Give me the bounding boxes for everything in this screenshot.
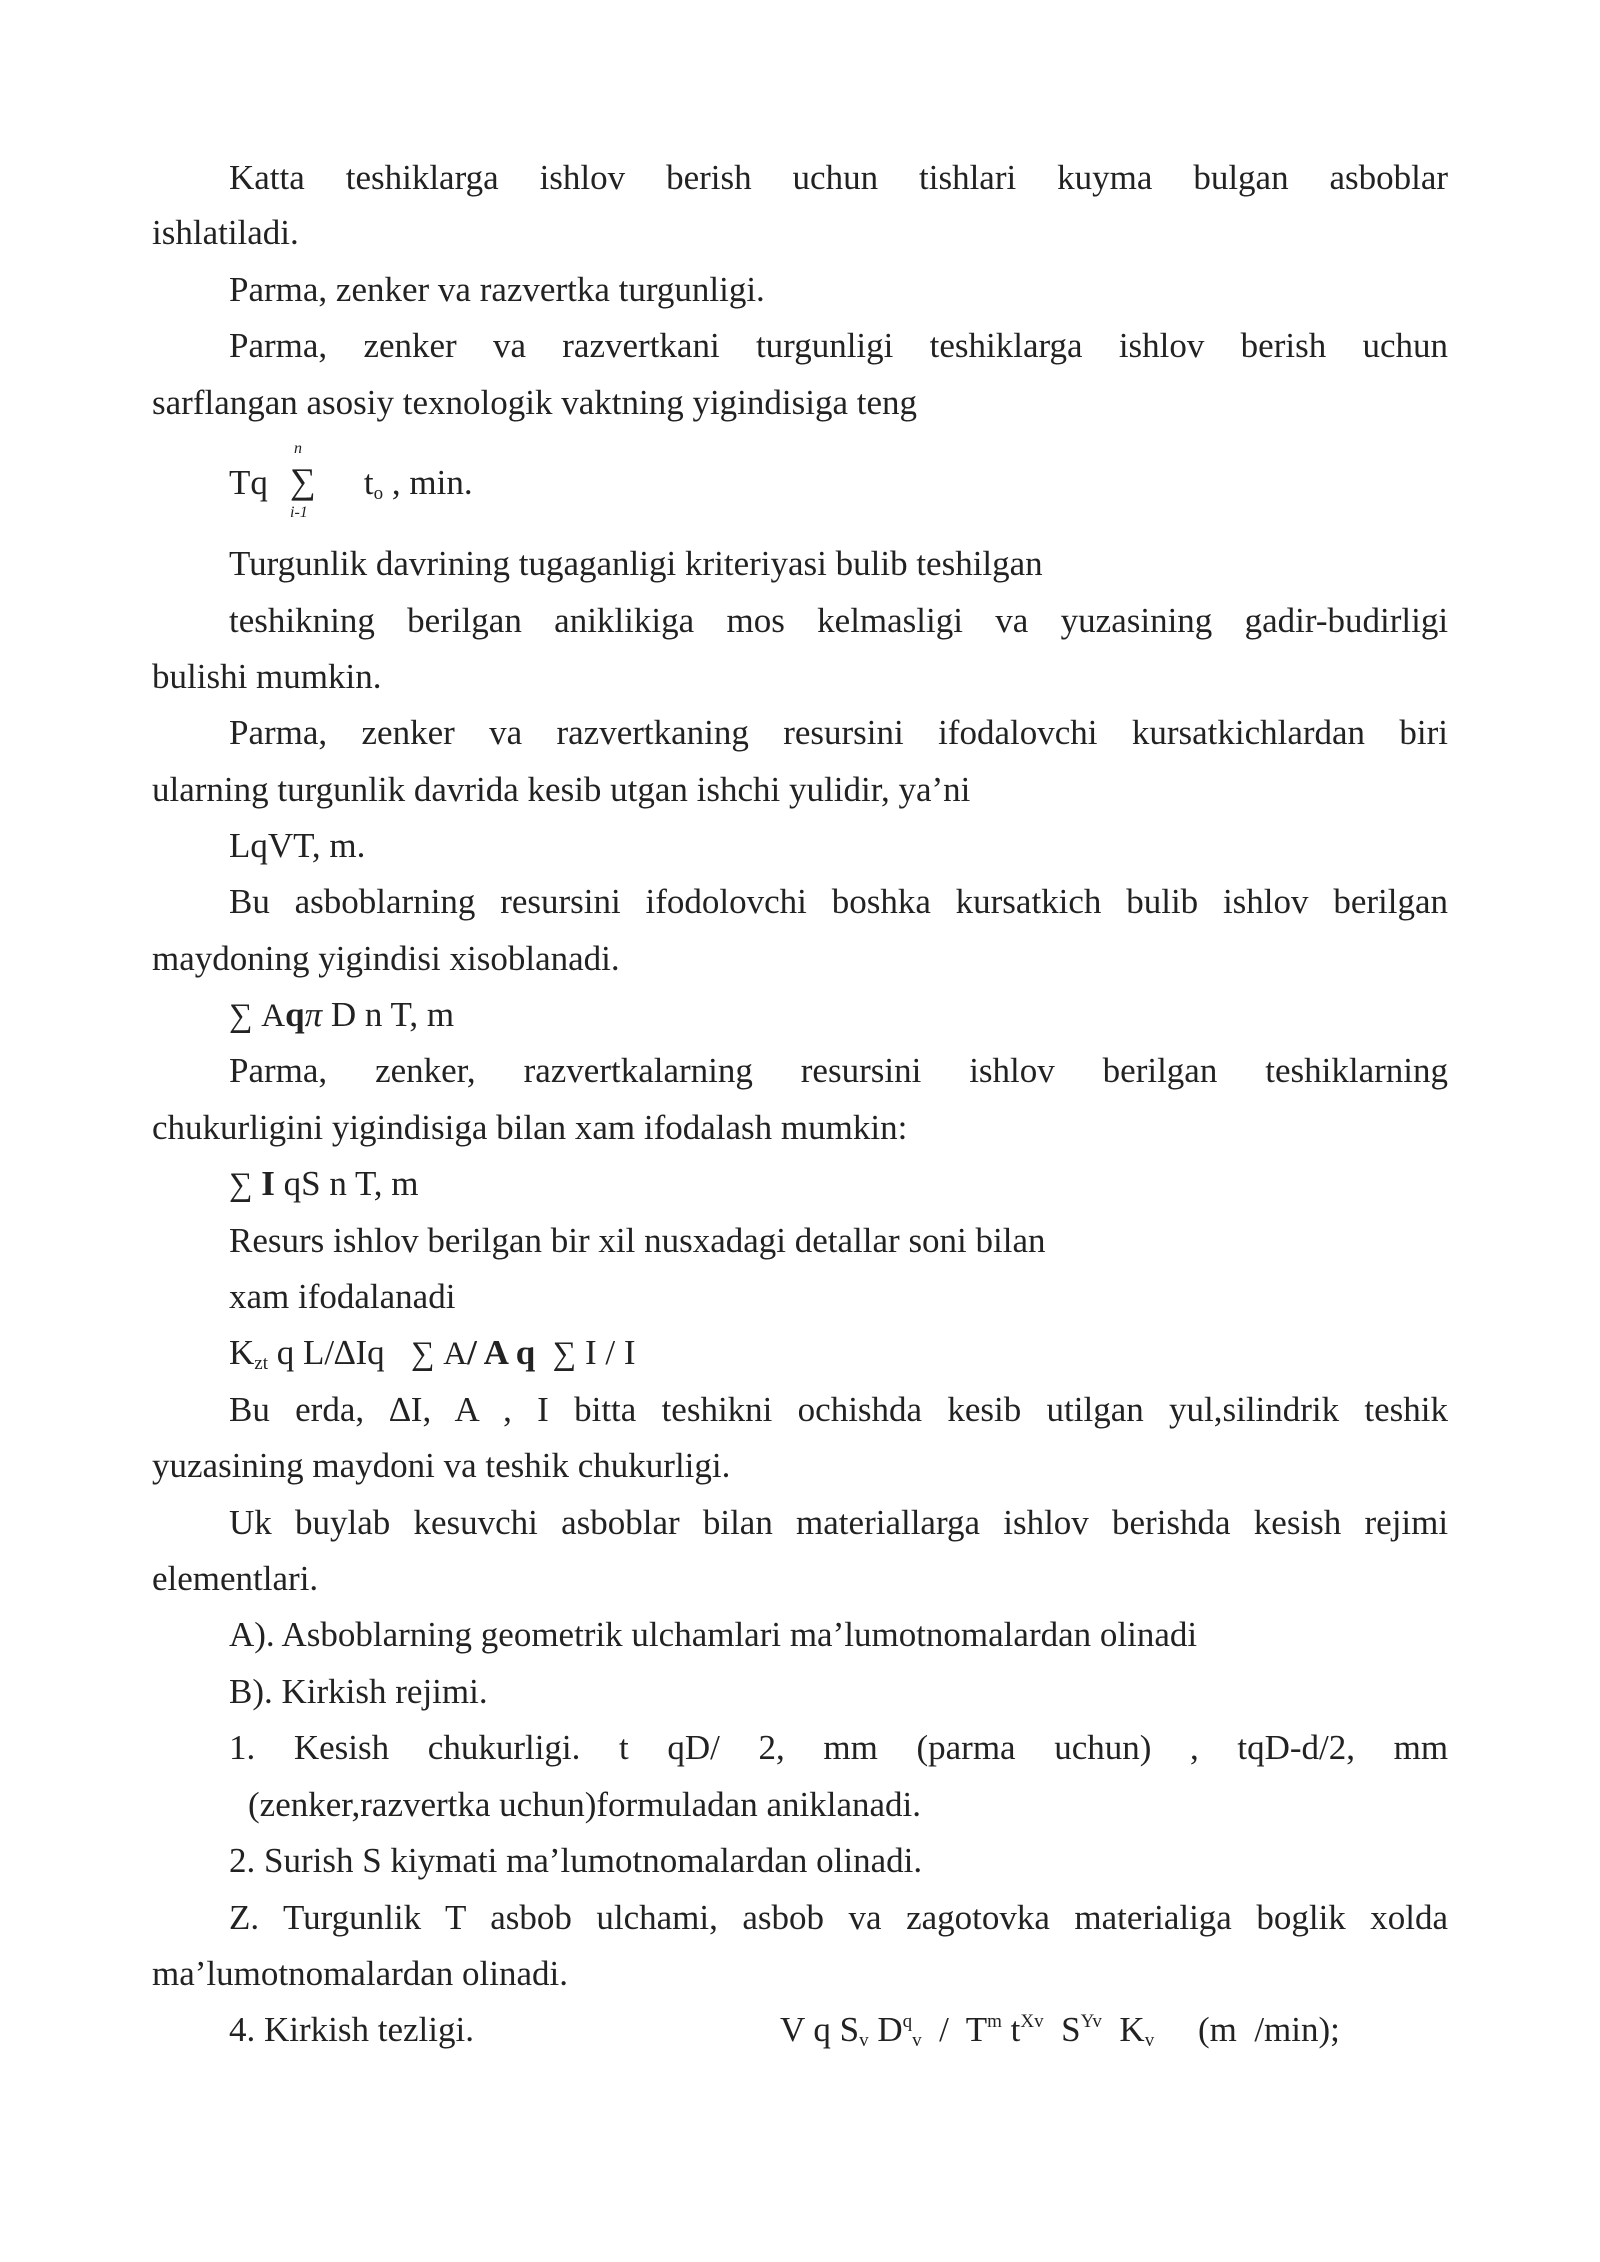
word: razvertkaning	[556, 713, 749, 752]
paragraph-12-line-2: elementlari.	[152, 1559, 319, 1598]
speed-t-small: t	[1001, 2010, 1021, 2049]
word: kursatkich	[955, 882, 1102, 921]
word: resursini	[800, 1051, 922, 1090]
formula-depth-i: I	[261, 1164, 275, 1203]
word: buylab	[294, 1503, 391, 1542]
word: ishlov	[1003, 1503, 1089, 1542]
word: ifodalovchi	[938, 713, 1098, 752]
speed-unit: (m /min);	[1154, 2010, 1340, 2049]
speed-t-big: / T	[921, 2010, 988, 2049]
word: kesib	[947, 1390, 1022, 1429]
word: mos	[726, 601, 785, 640]
word: aniklikiga	[554, 601, 695, 640]
paragraph-2: Parma, zenker va razvertka turgunligi.	[229, 270, 765, 309]
word: va	[995, 601, 1029, 640]
word: teshiklarga	[345, 158, 499, 197]
speed-s2-superscript: Yv	[1080, 2011, 1102, 2032]
word: berilgan	[407, 601, 522, 640]
formula-tq-left: Tq	[229, 463, 268, 502]
word: zenker	[361, 713, 455, 752]
paragraph-6-line-2: ularning turgunlik davrida kesib utgan ishchi yulidir, ya’ni	[152, 770, 971, 809]
word: berish	[666, 158, 752, 197]
word: yul,silindrik	[1169, 1390, 1340, 1429]
word: Katta	[229, 158, 305, 197]
formula-kzt-subscript: zt	[254, 1353, 268, 1374]
word: resursini	[783, 713, 904, 752]
formula-cutting-speed	[780, 2002, 1480, 2058]
word: ishlov	[1118, 326, 1205, 365]
word: ,	[1190, 1728, 1199, 1767]
word: berilgan	[1102, 1051, 1218, 1090]
paragraph-3-line-2: sarflangan asosiy texnologik vaktning yigindisiga teng	[152, 383, 918, 422]
word: resursini	[500, 882, 621, 921]
word: asboblar	[1329, 158, 1449, 197]
word: zagotovka	[906, 1898, 1050, 1937]
formula-depth	[229, 1156, 1448, 1212]
paragraph-15-line-1	[229, 1720, 1448, 1776]
paragraph-13: A). Asboblarning geometrik ulchamlari ma’lumotnomalardan olinadi	[229, 1615, 1198, 1654]
paragraph-7-line-1	[229, 874, 1448, 930]
paragraph-8-line-2: chukurligini yigindisiga bilan xam ifodalash mumkin:	[152, 1108, 908, 1147]
word: Parma,	[229, 713, 328, 752]
formula-tq-rest: , min.	[383, 463, 473, 502]
speed-d-superscript: q	[902, 2011, 913, 2032]
word: kelmasligi	[817, 601, 963, 640]
formula-depth-rest: qS n T, m	[274, 1164, 419, 1203]
word: berish	[1240, 326, 1327, 365]
formula-area-sum: ∑	[229, 998, 253, 1034]
word: 2,	[758, 1728, 785, 1767]
speed-s-subscript: v	[859, 2030, 869, 2051]
paragraph-5-line-2: bulishi mumkin.	[152, 657, 382, 696]
word: kesuvchi	[413, 1503, 538, 1542]
word: teshikning	[229, 601, 375, 640]
formula-kzt-sum-1: ∑	[410, 1336, 435, 1372]
paragraph-17-line-2: ma’lumotnomalardan olinadi.	[152, 1954, 569, 1993]
paragraph-12-line-1	[229, 1495, 1448, 1551]
word: ishlov	[539, 158, 626, 197]
word: Bu	[229, 882, 270, 921]
paragraph-16: 2. Surish S kiymati ma’lumotnomalardan olinadi.	[229, 1841, 923, 1880]
word: ochishda	[797, 1390, 923, 1429]
word: qD/	[667, 1728, 720, 1767]
paragraph-11-line-1	[229, 1382, 1448, 1438]
speed-t-superscript: m	[987, 2011, 1002, 2032]
paragraph-8-line-1	[229, 1043, 1448, 1099]
paragraph-7-line-2: maydoning yigindisi xisoblanadi.	[152, 939, 620, 978]
formula-kzt-k: K	[229, 1333, 255, 1372]
paragraph-5-line-1	[229, 593, 1448, 649]
word: bulgan	[1193, 158, 1289, 197]
formula-tq	[229, 455, 1448, 511]
paragraph-4: Turgunlik davrining tugaganligi kriteriyasi bulib teshilgan	[229, 544, 1043, 583]
summation-symbol	[290, 440, 320, 530]
word: xolda	[1370, 1898, 1449, 1937]
word: 1.	[229, 1728, 256, 1767]
word: teshiklarning	[1265, 1051, 1448, 1090]
speed-k: K	[1101, 2010, 1145, 2049]
word: Parma,	[229, 1051, 328, 1090]
word: teshiklarga	[929, 326, 1083, 365]
formula-kzt-a: A	[443, 1336, 468, 1372]
word: mm	[1393, 1728, 1449, 1767]
word: tishlari	[919, 158, 1017, 197]
paragraph-17-line-1	[229, 1890, 1448, 1946]
speed-k-subscript: v	[1144, 2030, 1155, 2051]
word: (parma	[916, 1728, 1016, 1767]
word: ifodolovchi	[645, 882, 807, 921]
speed-t-small-superscript: Xv	[1020, 2011, 1044, 2032]
word: Uk	[229, 1503, 272, 1542]
word: asboblar	[561, 1503, 680, 1542]
word: utilgan	[1046, 1390, 1144, 1429]
word: ishlov	[1222, 882, 1309, 921]
word: I	[537, 1390, 549, 1429]
formula-area-rest: D n T, m	[322, 995, 455, 1034]
word: boshka	[831, 882, 931, 921]
word: ishlov	[969, 1051, 1055, 1090]
word: erda,	[295, 1390, 365, 1429]
summation-sign: ∑	[290, 461, 316, 501]
paragraph-9: Resurs ishlov berilgan bir xil nusxadagi detallar soni bilan	[229, 1221, 1046, 1260]
word: T	[444, 1898, 466, 1937]
speed-v: V q S	[780, 2010, 860, 2049]
word: biri	[1399, 713, 1448, 752]
summation-lower-limit: i-1	[290, 504, 308, 521]
word: razvertkalarning	[523, 1051, 753, 1090]
cutting-speed-label: 4. Kirkish tezligi.	[229, 2010, 474, 2049]
word: va	[848, 1898, 882, 1937]
formula-kzt-sum-2: ∑	[552, 1336, 577, 1372]
paragraph-14: B). Kirkish rejimi.	[229, 1672, 488, 1711]
word: berishda	[1112, 1503, 1231, 1542]
word: berilgan	[1333, 882, 1448, 921]
word: bilan	[702, 1503, 773, 1542]
word: turgunligi	[755, 326, 894, 365]
word: uchun	[792, 158, 879, 197]
word: zenker	[363, 326, 457, 365]
paragraph-11-line-2: yuzasining maydoni va teshik chukurligi.	[152, 1446, 731, 1485]
speed-s2: S	[1043, 2010, 1081, 2049]
formula-lqvt: LqVT, m.	[229, 826, 366, 865]
word: ∆I,	[389, 1390, 432, 1429]
formula-depth-sum: ∑	[229, 1167, 253, 1203]
formula-kzt-bold: / A q	[467, 1333, 544, 1372]
word: rejimi	[1364, 1503, 1449, 1542]
word: asbob	[490, 1898, 572, 1937]
word: yuzasining	[1060, 601, 1213, 640]
word: razvertkani	[562, 326, 720, 365]
word: t	[619, 1728, 629, 1767]
word: kesish	[1253, 1503, 1342, 1542]
word: Turgunlik	[283, 1898, 422, 1937]
word: A ,	[454, 1390, 512, 1429]
word: Z.	[229, 1898, 260, 1937]
word: tqD-d/2,	[1237, 1728, 1356, 1767]
word: chukurligi.	[427, 1728, 581, 1767]
word: boglik	[1256, 1898, 1346, 1937]
formula-tq-t: t	[363, 463, 374, 502]
formula-area	[229, 987, 1448, 1043]
word: Bu	[229, 1390, 270, 1429]
formula-area-a: A	[261, 998, 286, 1034]
word: va	[492, 326, 527, 365]
paragraph-10: xam ifodalanadi	[229, 1277, 456, 1316]
word: uchun	[1362, 326, 1449, 365]
word: Kesish	[293, 1728, 390, 1767]
formula-kzt-mid: q L/∆Iq	[268, 1333, 411, 1372]
word: bulib	[1126, 882, 1199, 921]
formula-kzt-i: I	[584, 1333, 597, 1372]
word: gadir-budirligi	[1244, 601, 1449, 640]
word: ulchami,	[596, 1898, 718, 1937]
word: Parma,	[229, 326, 328, 365]
word: materiallarga	[796, 1503, 981, 1542]
word: asbob	[742, 1898, 825, 1937]
speed-d: D	[868, 2010, 903, 2049]
word: teshikni	[661, 1390, 773, 1429]
paragraph-3-line-1	[229, 318, 1448, 374]
formula-kzt-end: / I	[605, 1333, 636, 1372]
formula-tq-t-subscript: o	[373, 483, 384, 504]
formula-kzt	[229, 1325, 1448, 1381]
word: bitta	[574, 1390, 637, 1429]
formula-area-q: q	[285, 995, 305, 1034]
speed-d-subscript: v	[912, 2030, 922, 2051]
word: teshik	[1364, 1390, 1449, 1429]
formula-area-pi: π	[304, 995, 323, 1034]
word: materialiga	[1074, 1898, 1232, 1937]
paragraph-1-line-2: ishlatiladi.	[152, 213, 299, 252]
word: uchun)	[1054, 1728, 1152, 1767]
paragraph-6-line-1	[229, 705, 1448, 761]
word: mm	[823, 1728, 878, 1767]
word: kuyma	[1057, 158, 1153, 197]
word: kursatkichlardan	[1131, 713, 1366, 752]
word: va	[489, 713, 523, 752]
word: asboblarning	[294, 882, 476, 921]
paragraph-15-line-2: (zenker,razvertka uchun)formuladan aniklanadi.	[248, 1785, 921, 1824]
summation-upper-limit: n	[294, 440, 302, 457]
word: zenker,	[375, 1051, 476, 1090]
paragraph-1-line-1	[229, 150, 1448, 206]
